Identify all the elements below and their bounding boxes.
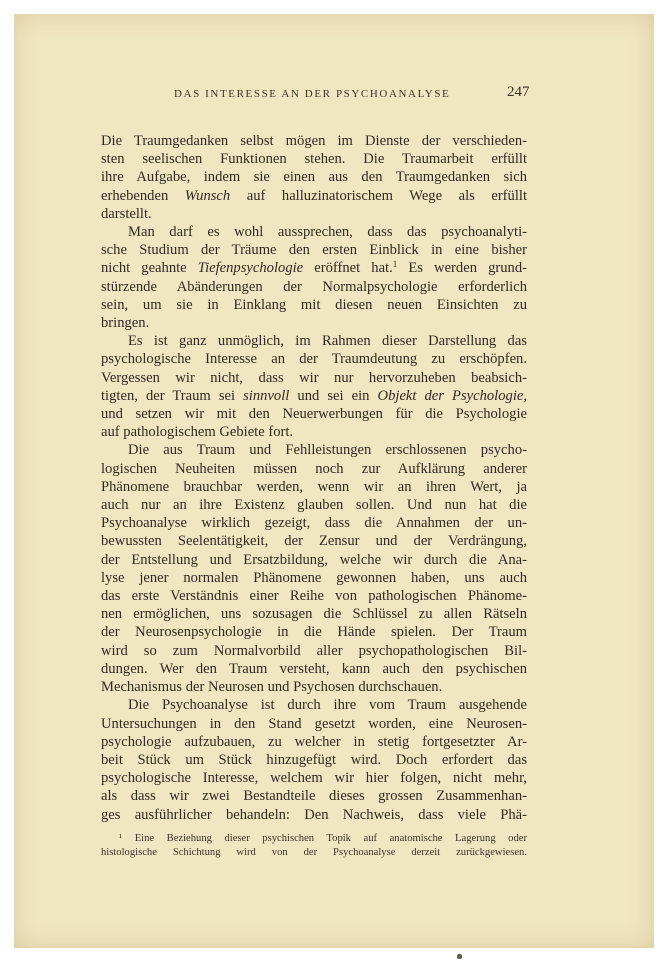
footnote-line: histologische Schichtung wird von der Psychoanalyse derzeit zurückgewiesen. [101, 847, 527, 858]
footnote-line: ¹ Eine Beziehung dieser psychischen Topik auf anatomische Lagerung oder [119, 833, 527, 844]
text-line: und setzen wir mit den Neuerwerbungen für die Psychologie [101, 406, 527, 423]
text-line: Phänomene brauchbar werden, wenn wir an ihren Wert, ja [101, 478, 527, 495]
text-line: psychologische Interesse, welchem wir hier folgen, nicht mehr, [101, 770, 527, 787]
paragraph [101, 223, 527, 332]
text-line: ihre Aufgabe, indem sie einen aus den Traumgedanken sich [101, 169, 527, 186]
text-line: das erste Verständnis einer Reihe von pathologischen Phänome- [101, 588, 527, 605]
text-line: tigten, der Traum sei sinnvoll und sei ein Objekt der Psychologie, [101, 387, 528, 404]
text-line: Es ist ganz unmöglich, im Rahmen dieser Darstellung das [128, 333, 527, 350]
text-line: lyse jener normalen Phänomene gewonnen haben, uns auch [101, 569, 527, 586]
text-line: beit Stück um Stück hinzugefügt wird. Doch erfordert das [101, 751, 527, 768]
text-line: als dass wir zwei Bestandteile dieses grossen Zusammenhan- [101, 788, 527, 805]
text-line: darstellt. [101, 205, 152, 222]
text-line: der Neurosenpsychologie in die Hände spielen. Der Traum [101, 624, 527, 641]
running-header: DAS INTERESSE AN DER PSYCHOANALYSE [174, 88, 451, 100]
emphasis: sinnvoll [243, 387, 290, 404]
text-line: sten seelischen Funktionen stehen. Die Traumarbeit erfüllt [101, 151, 527, 168]
text-line: bringen. [101, 315, 150, 332]
text-line: Die Traumgedanken selbst mögen im Dienste der verschieden- [101, 133, 527, 149]
text-line: auf pathologischem Gebiete fort. [101, 424, 294, 441]
text-line: Man darf es wohl aussprechen, dass das psychoanalyti- [128, 224, 527, 241]
paragraph [101, 696, 527, 823]
text-line: der Entstellung und Ersatzbildung, welche wir durch die Ana- [101, 551, 527, 568]
emphasis: Tiefenpsychologie [197, 260, 304, 277]
text-line: dungen. Wer den Traum versteht, kann auch den psychischen [101, 660, 527, 677]
text-line: nen ermöglichen, uns sozusagen die Schlüssel zu allen Rätseln [101, 606, 527, 623]
paragraph [101, 441, 527, 696]
text-line: Die Psychoanalyse ist durch ihre vom Traum ausgehende [128, 697, 527, 714]
print-spot [457, 954, 462, 959]
text-line: psychologie aufzubauen, zu welcher in stetig fortgesetzter Ar- [101, 733, 527, 750]
footnote [101, 832, 527, 860]
text-line: nicht geahnte Tiefenpsychologie eröffnet hat.$^1$ Es werden grund- [101, 259, 527, 277]
body-text [101, 132, 527, 824]
text-line: Vergessen wir nicht, dass wir nur hervorzuheben beabsich- [101, 369, 527, 386]
text-line: auch nur an ihre Existenz glauben sollen. Und nun hat die [101, 497, 527, 514]
text-line: Die aus Traum und Fehlleistungen erschlossenen psycho- [128, 442, 527, 459]
text-line: erhebenden Wunsch auf halluzinatorischem Wege als erfüllt [101, 187, 528, 204]
text-line: psychologische Interesse an der Traumdeutung zu erschöpfen. [101, 351, 527, 368]
text-line: sein, um sie in Einklang mit diesen neuen Einsichten zu [101, 296, 527, 313]
text-line: ges ausführlicher behandeln: Den Nachweis, dass viele Phä- [101, 806, 527, 823]
text-line: Mechanismus der Neurosen und Psychosen durchschauen. [101, 679, 443, 696]
text-line: Psychoanalyse wirklich gezeigt, dass die Annahmen der un- [101, 515, 527, 532]
text-line: logischen Neuheiten müssen noch zur Aufklärung anderer [101, 460, 527, 477]
emphasis: Objekt der Psychologie, [377, 387, 528, 404]
text-line: Untersuchungen in den Stand gesetzt worden, eine Neurosen- [101, 715, 527, 732]
book-page [14, 14, 654, 948]
text-line: stürzende Abänderungen der Normalpsychologie erforderlich [101, 278, 527, 295]
footnote-marker: 1 [392, 259, 398, 270]
text-line: sche Studium der Träume den ersten Einblick in eine bisher [101, 242, 527, 259]
page-number: 247 [507, 84, 530, 100]
emphasis: Wunsch [184, 187, 231, 204]
paragraph [101, 332, 527, 441]
paragraph [101, 132, 527, 223]
text-line: wird so zum Normalvorbild aller psychopathologischen Bil- [101, 642, 527, 659]
text-line: bewussten Seelentätigkeit, der Zensur und der Verdrängung, [101, 533, 527, 550]
